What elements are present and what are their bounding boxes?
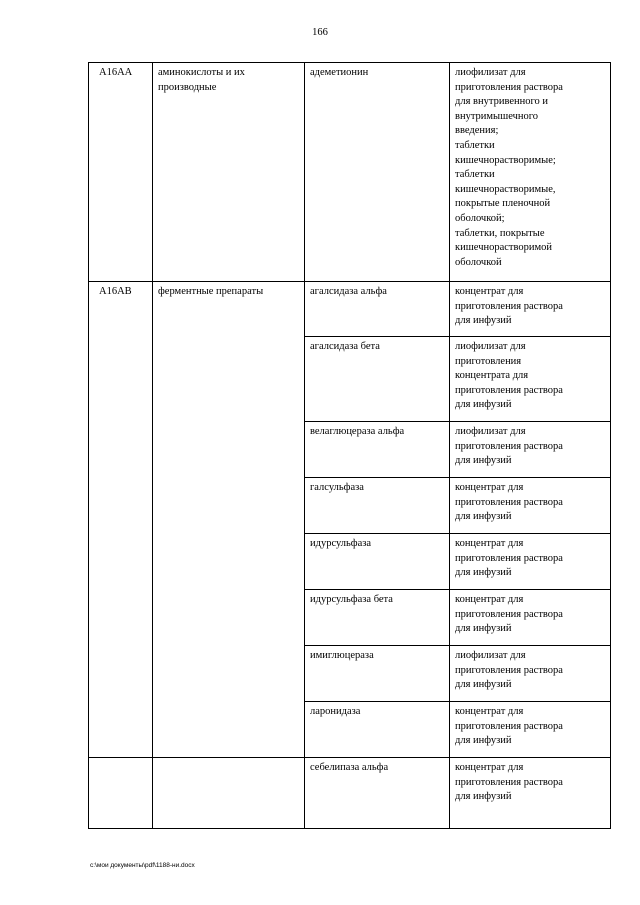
drug-name-cell: агалсидаза альфа bbox=[305, 282, 450, 337]
drug-name-cell: галсульфаза bbox=[305, 478, 450, 534]
table-row bbox=[89, 758, 611, 829]
atc-code-cell: A16AB bbox=[89, 282, 153, 758]
atc-code-cell bbox=[89, 758, 153, 829]
drug-name-cell: идурсульфаза bbox=[305, 534, 450, 590]
drug-name-cell: имиглюцераза bbox=[305, 646, 450, 702]
table-row bbox=[89, 282, 611, 337]
group-cell bbox=[153, 758, 305, 829]
atc-code-cell: A16AA bbox=[89, 63, 153, 282]
dosage-form-cell: концентрат для приготовления раствора для инфузий bbox=[450, 478, 611, 534]
dosage-form-cell: концентрат для приготовления раствора для инфузий bbox=[450, 702, 611, 758]
dosage-form-cell: лиофилизат для приготовления раствора для инфузий bbox=[450, 646, 611, 702]
dosage-form-cell: концентрат для приготовления раствора для инфузий bbox=[450, 590, 611, 646]
drug-name-cell: агалсидаза бета bbox=[305, 337, 450, 422]
drug-name-cell: адеметионин bbox=[305, 63, 450, 282]
drug-table bbox=[88, 62, 611, 829]
drug-name-cell: себелипаза альфа bbox=[305, 758, 450, 829]
group-cell: аминокислоты и их производные bbox=[153, 63, 305, 282]
file-path-footer: c:\мои документы\pdf\1188-ни.docx bbox=[90, 862, 195, 869]
group-cell: ферментные препараты bbox=[153, 282, 305, 758]
dosage-form-cell: лиофилизат для приготовления раствора для внутривенного и внутримышечного введения; таблетки кишечнорастворимые; таблетки кишечнорастворимые, покрытые пленочной оболочкой; таблетки, покрытые кишечнорастворимой оболочкой bbox=[450, 63, 611, 282]
drug-name-cell: велаглюцераза альфа bbox=[305, 422, 450, 478]
page-number: 166 bbox=[312, 27, 328, 38]
table-row bbox=[89, 63, 611, 282]
drug-name-cell: ларонидаза bbox=[305, 702, 450, 758]
drug-name-cell: идурсульфаза бета bbox=[305, 590, 450, 646]
dosage-form-cell: концентрат для приготовления раствора для инфузий bbox=[450, 758, 611, 829]
dosage-form-cell: лиофилизат для приготовления раствора для инфузий bbox=[450, 422, 611, 478]
dosage-form-cell: лиофилизат для приготовления концентрата для приготовления раствора для инфузий bbox=[450, 337, 611, 422]
dosage-form-cell: концентрат для приготовления раствора для инфузий bbox=[450, 282, 611, 337]
dosage-form-cell: концентрат для приготовления раствора для инфузий bbox=[450, 534, 611, 590]
